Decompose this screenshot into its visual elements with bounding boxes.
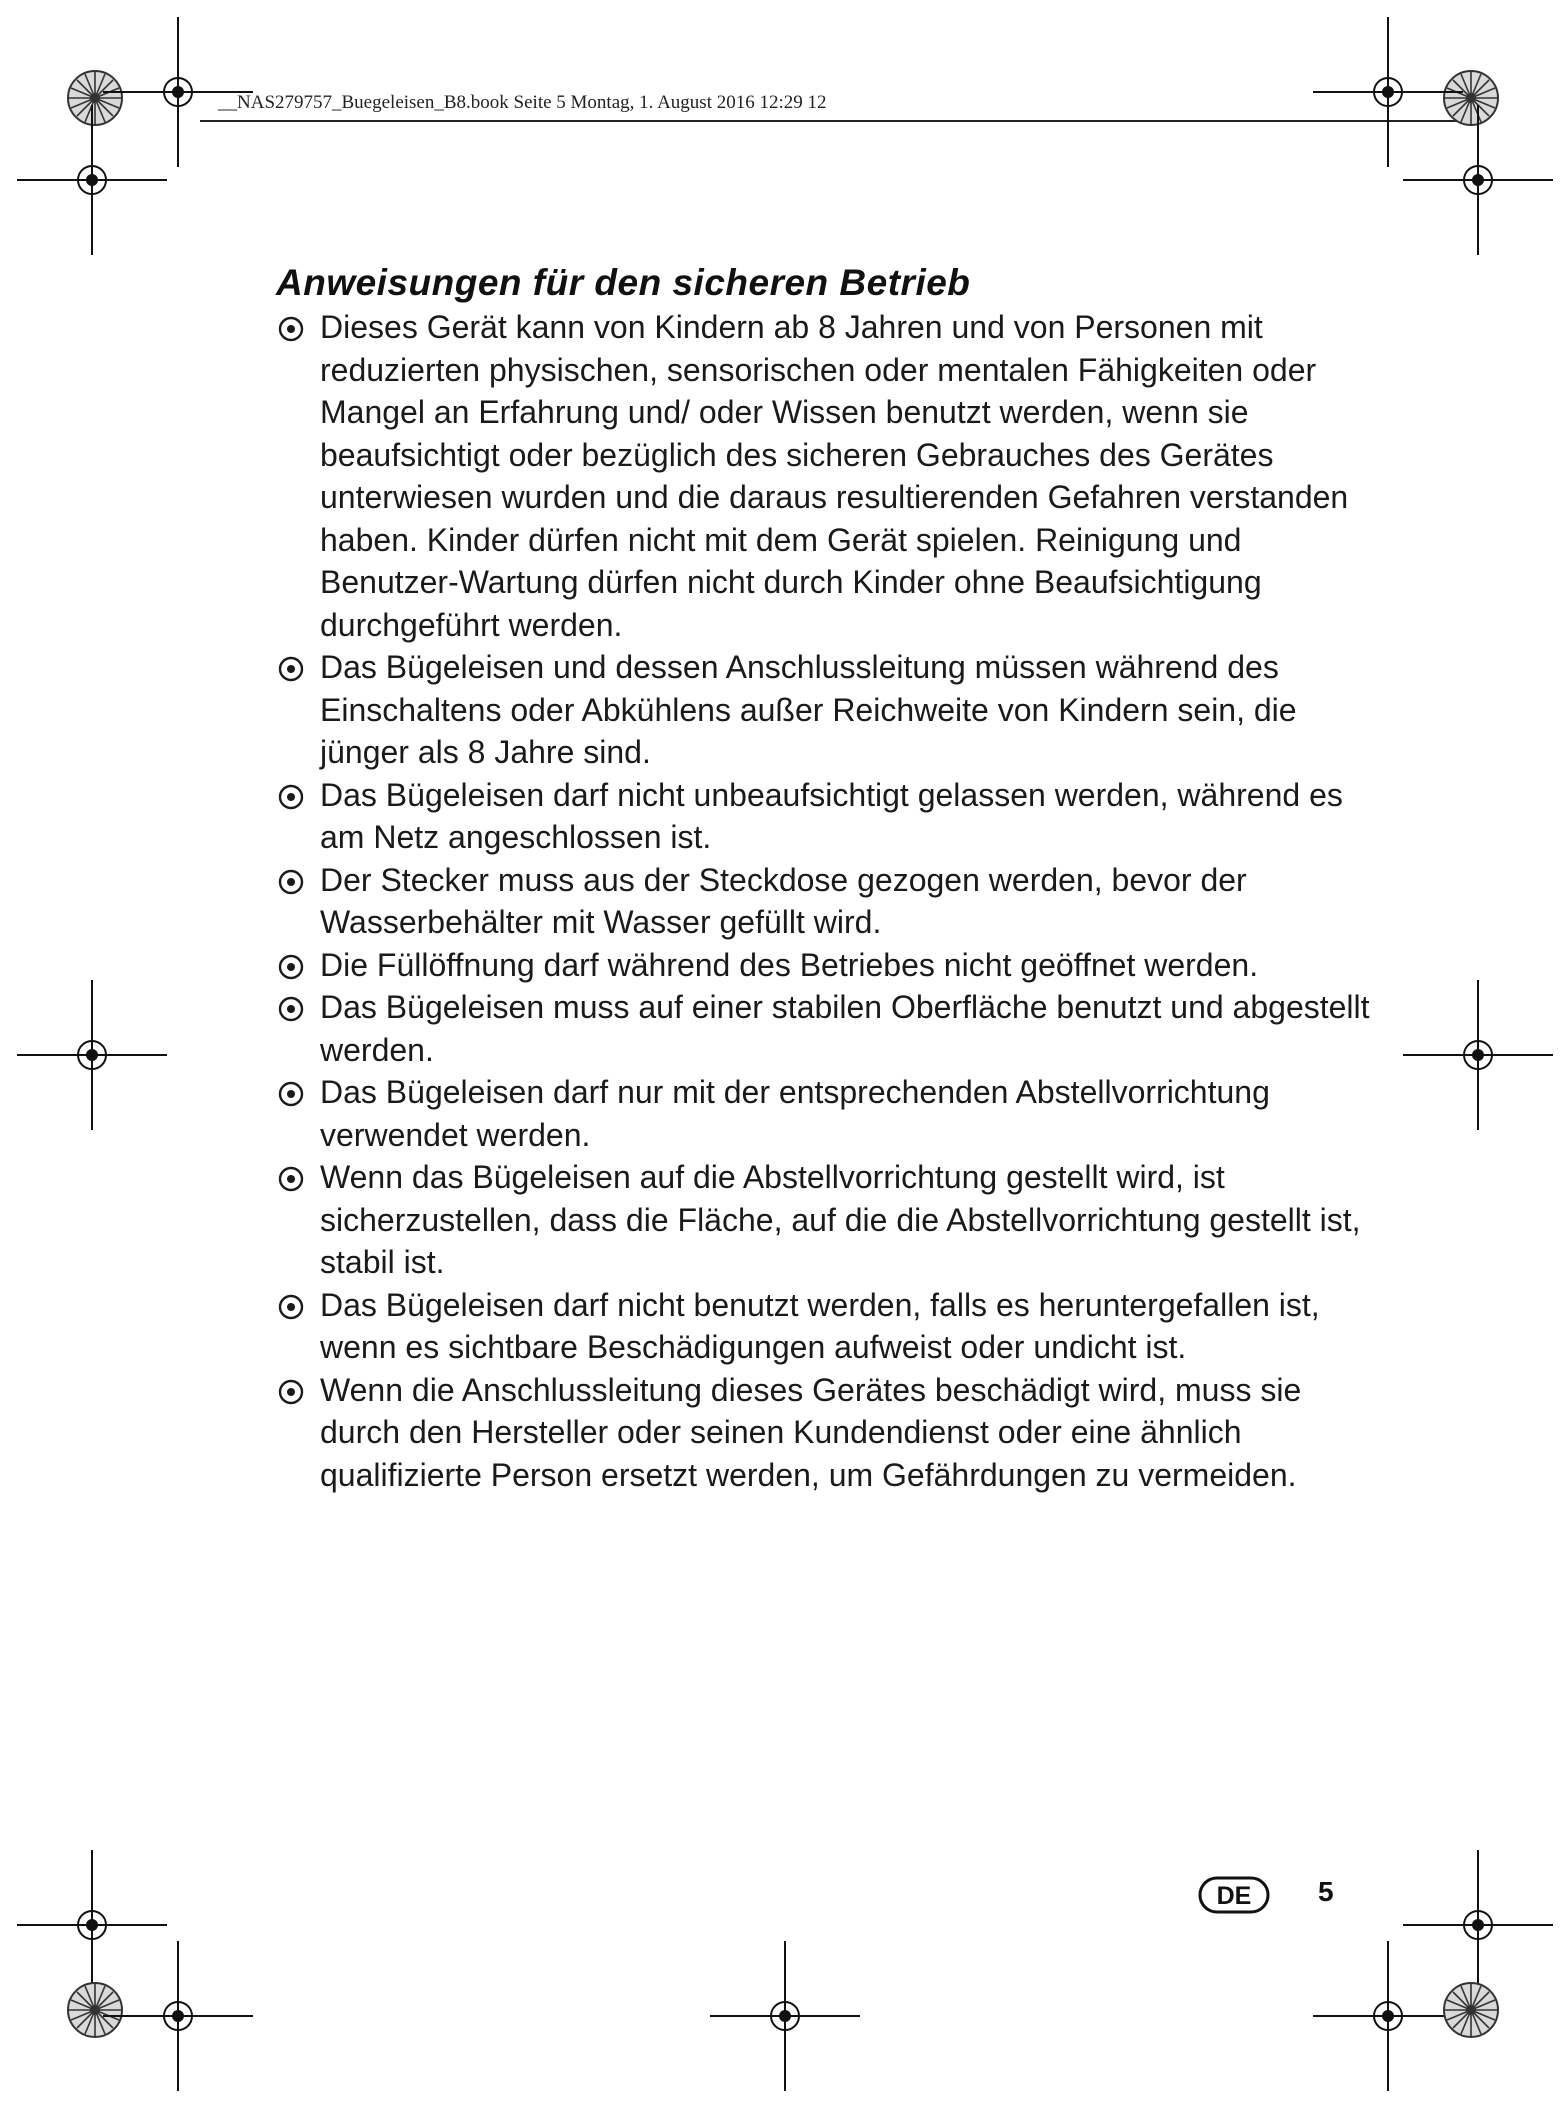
list-item	[276, 1071, 1376, 1156]
crop-mark-icon	[103, 17, 253, 167]
list-item-text: Dieses Gerät kann von Kindern ab 8 Jahren und von Personen mit reduzierten physischen, sensorischen oder mentalen Fähigkeiten oder Mangel an Erfahrung und/ oder Wissen benutzt werden, wenn sie beaufsichtigt oder bezüglich des sicheren Gebrauches des Gerätes unterwiesen wurden und die daraus resultierenden Gefahren verstanden haben. Kinder dürfen nicht mit dem Gerät spielen. Reinigung und Benutzer-Wartung dürfen nicht durch Kinder ohne Beaufsichtigung durchgeführt werden.	[320, 309, 1349, 643]
list-item	[276, 1369, 1376, 1497]
list-item-text: Das Bügeleisen darf nur mit der entsprechenden Abstellvorrichtung verwendet werden.	[320, 1074, 1270, 1153]
print-header: __NAS279757_Buegeleisen_B8.book Seite 5 Montag, 1. August 2016 12:29 12	[218, 92, 827, 113]
crop-mark-icon	[1313, 1941, 1463, 2091]
list-item	[276, 859, 1376, 944]
circled-dot-icon	[278, 316, 304, 342]
circled-dot-icon	[278, 1379, 304, 1405]
list-item-text: Das Bügeleisen darf nicht unbeaufsichtigt gelassen werden, während es am Netz angeschlossen ist.	[320, 776, 1343, 855]
safety-notes-list	[276, 306, 1376, 1496]
color-bar-bottom-right-icon	[1444, 1983, 1498, 2037]
main-content	[276, 262, 1376, 1496]
crop-mark-icon	[710, 1941, 860, 2091]
circled-dot-icon	[278, 996, 304, 1022]
crop-mark-icon	[17, 105, 167, 255]
crop-mark-icon	[1313, 17, 1463, 167]
crop-mark-icon	[1403, 1850, 1553, 2000]
circled-dot-icon	[278, 954, 304, 980]
list-item-text: Das Bügeleisen muss auf einer stabilen Oberfläche benutzt und abgestellt werden.	[320, 989, 1370, 1068]
color-bar-top-left-icon	[68, 71, 122, 125]
circled-dot-icon	[278, 869, 304, 895]
list-item-text: Wenn die Anschlussleitung dieses Gerätes beschädigt wird, muss sie durch den Hersteller oder seinen Kundendienst oder eine ähnlich qualifizierte Person ersetzt werden, um Gefährdungen zu vermeiden.	[320, 1371, 1302, 1493]
circled-dot-icon	[278, 1166, 304, 1192]
list-item	[276, 986, 1376, 1071]
list-item	[276, 306, 1376, 646]
language-badge	[1198, 1876, 1270, 1914]
circled-dot-icon	[278, 656, 304, 682]
crop-mark-icon	[103, 1941, 253, 2091]
circled-dot-icon	[278, 1294, 304, 1320]
list-item-text: Wenn das Bügeleisen auf die Abstellvorrichtung gestellt wird, ist sicherzustellen, dass die Fläche, auf die die Abstellvorrichtung gestellt ist, stabil ist.	[320, 1159, 1361, 1280]
language-badge-label: DE	[1216, 1882, 1252, 1910]
list-item-text: Das Bügeleisen darf nicht benutzt werden, falls es heruntergefallen ist, wenn es sichtbare Beschädigungen aufweist oder undicht ist.	[320, 1286, 1320, 1365]
section-title: Anweisungen für den sicheren Betrieb	[276, 262, 971, 303]
crop-mark-icon	[17, 1850, 167, 2000]
list-item	[276, 1284, 1376, 1369]
list-item-text: Der Stecker muss aus der Steckdose gezogen werden, bevor der Wasserbehälter mit Wasser gefüllt wird.	[320, 861, 1247, 940]
list-item	[276, 944, 1376, 987]
circled-dot-icon	[278, 1081, 304, 1107]
list-item	[276, 1156, 1376, 1284]
circled-dot-icon	[278, 784, 304, 810]
list-item-text: Das Bügeleisen und dessen Anschlussleitung müssen während des Einschaltens oder Abkühlens außer Reichweite von Kindern sein, die jünger als 8 Jahre sind.	[320, 649, 1297, 770]
color-bar-bottom-left-icon	[68, 1983, 122, 2037]
crop-mark-icon	[17, 980, 167, 1130]
list-item	[276, 646, 1376, 774]
crop-mark-icon	[1403, 105, 1553, 255]
color-bar-top-right-icon	[1444, 71, 1498, 125]
list-item-text: Die Füllöffnung darf während des Betriebes nicht geöffnet werden.	[320, 946, 1259, 983]
page-number: 5	[1318, 1876, 1334, 1907]
crop-mark-icon	[1403, 980, 1553, 1130]
list-item	[276, 774, 1376, 859]
